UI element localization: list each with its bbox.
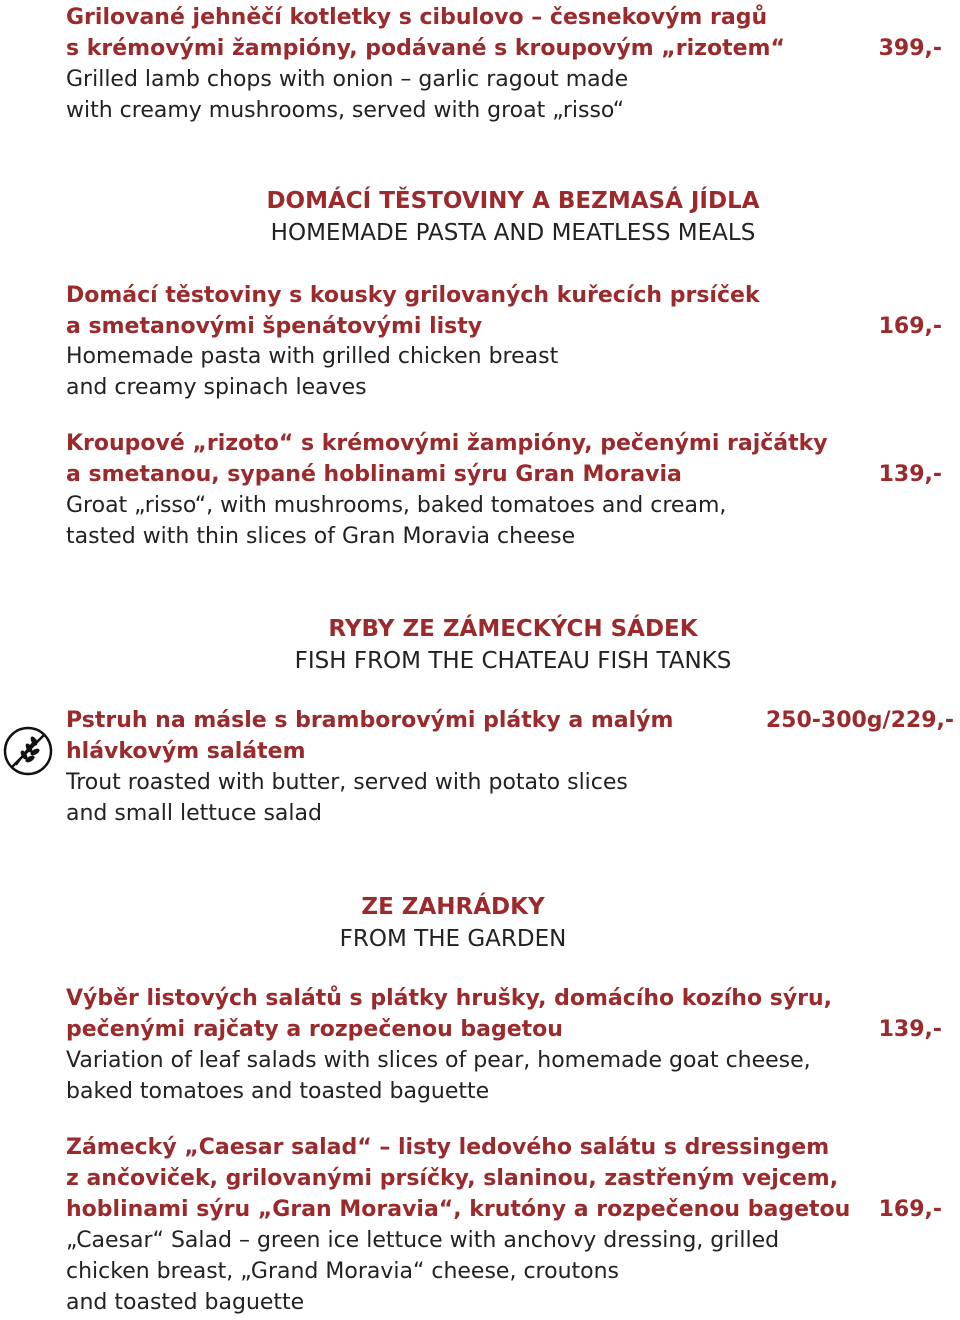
dish-name-en-line2: chicken breast, „Grand Moravia“ cheese, croutons xyxy=(66,1259,619,1284)
section-title-en: FROM THE GARDEN xyxy=(339,926,567,952)
dish-name-cz-line1: Zámecký „Caesar salad“ – listy ledového salátu s dressingem xyxy=(66,1135,830,1160)
dish-name-cz-line1: Domácí těstoviny s kousky grilovaných kuřecích prsíček xyxy=(66,283,760,308)
dish-price: 139,- xyxy=(878,462,942,487)
dish-name-cz-line1: Výběr listových salátů s plátky hrušky, domácího kozího sýru, xyxy=(66,986,833,1011)
dish-name-en-line1: „Caesar“ Salad – green ice lettuce with anchovy dressing, grilled xyxy=(66,1228,780,1253)
dish-name-en-line2: and creamy spinach leaves xyxy=(66,375,367,400)
dish-name-cz-line2: s krémovými žampióny, podávané s kroupovým „rizotem“ xyxy=(66,36,785,61)
dish-name-en-line1: Homemade pasta with grilled chicken breast xyxy=(66,344,559,369)
dish-name-en-line2: with creamy mushrooms, served with groat „risso“ xyxy=(66,98,625,123)
dish-name-en-line1: Trout roasted with butter, served with potato slices xyxy=(66,770,628,795)
dish-name-cz-line3: hoblinami sýru „Gran Moravia“, krutóny a rozpečenou bagetou xyxy=(66,1197,851,1222)
section-title-cz: DOMÁCÍ TĚSTOVINY A BEZMASÁ JÍDLA xyxy=(266,188,760,214)
dish-name-cz-line2: a smetanovými špenátovými listy xyxy=(66,314,483,339)
dish-name-cz-line2: hlávkovým salátem xyxy=(66,739,306,764)
dish-name-cz-line1: Kroupové „rizoto“ s krémovými žampióny, pečenými rajčátky xyxy=(66,431,828,456)
dish-name-cz-line2: a smetanou, sypané hoblinami sýru Gran Moravia xyxy=(66,462,682,487)
section-title-en: FISH FROM THE CHATEAU FISH TANKS xyxy=(294,648,732,674)
dish-price: 399,- xyxy=(878,36,942,61)
dish-name-cz-line1: Grilované jehněčí kotletky s cibulovo – česnekovým ragů xyxy=(66,5,768,30)
dish-price: 250-300g/229,- xyxy=(765,708,954,733)
dish-price: 139,- xyxy=(878,1017,942,1042)
section-title-en: HOMEMADE PASTA AND MEATLESS MEALS xyxy=(270,220,756,246)
dish-price: 169,- xyxy=(878,314,942,339)
dish-name-en-line3: and toasted baguette xyxy=(66,1290,305,1315)
dish-price: 169,- xyxy=(878,1197,942,1222)
dish-name-en-line1: Variation of leaf salads with slices of pear, homemade goat cheese, xyxy=(66,1048,811,1073)
dish-name-en-line2: and small lettuce salad xyxy=(66,801,322,826)
gluten-free-icon xyxy=(2,725,54,777)
dish-name-en-line2: baked tomatoes and toasted baguette xyxy=(66,1079,490,1104)
dish-name-cz-line2: pečenými rajčaty a rozpečenou bagetou xyxy=(66,1017,563,1042)
dish-name-en-line2: tasted with thin slices of Gran Moravia cheese xyxy=(66,524,576,549)
dish-name-en-line1: Grilled lamb chops with onion – garlic ragout made xyxy=(66,67,629,92)
dish-name-cz-line1: Pstruh na másle s bramborovými plátky a malým xyxy=(66,708,674,733)
section-title-cz: RYBY ZE ZÁMECKÝCH SÁDEK xyxy=(328,616,698,642)
section-title-cz: ZE ZAHRÁDKY xyxy=(361,894,545,920)
dish-name-cz-line2: z ančoviček, grilovanými prsíčky, slaninou, zastřeným vejcem, xyxy=(66,1166,839,1191)
dish-name-en-line1: Groat „risso“, with mushrooms, baked tomatoes and cream, xyxy=(66,493,727,518)
